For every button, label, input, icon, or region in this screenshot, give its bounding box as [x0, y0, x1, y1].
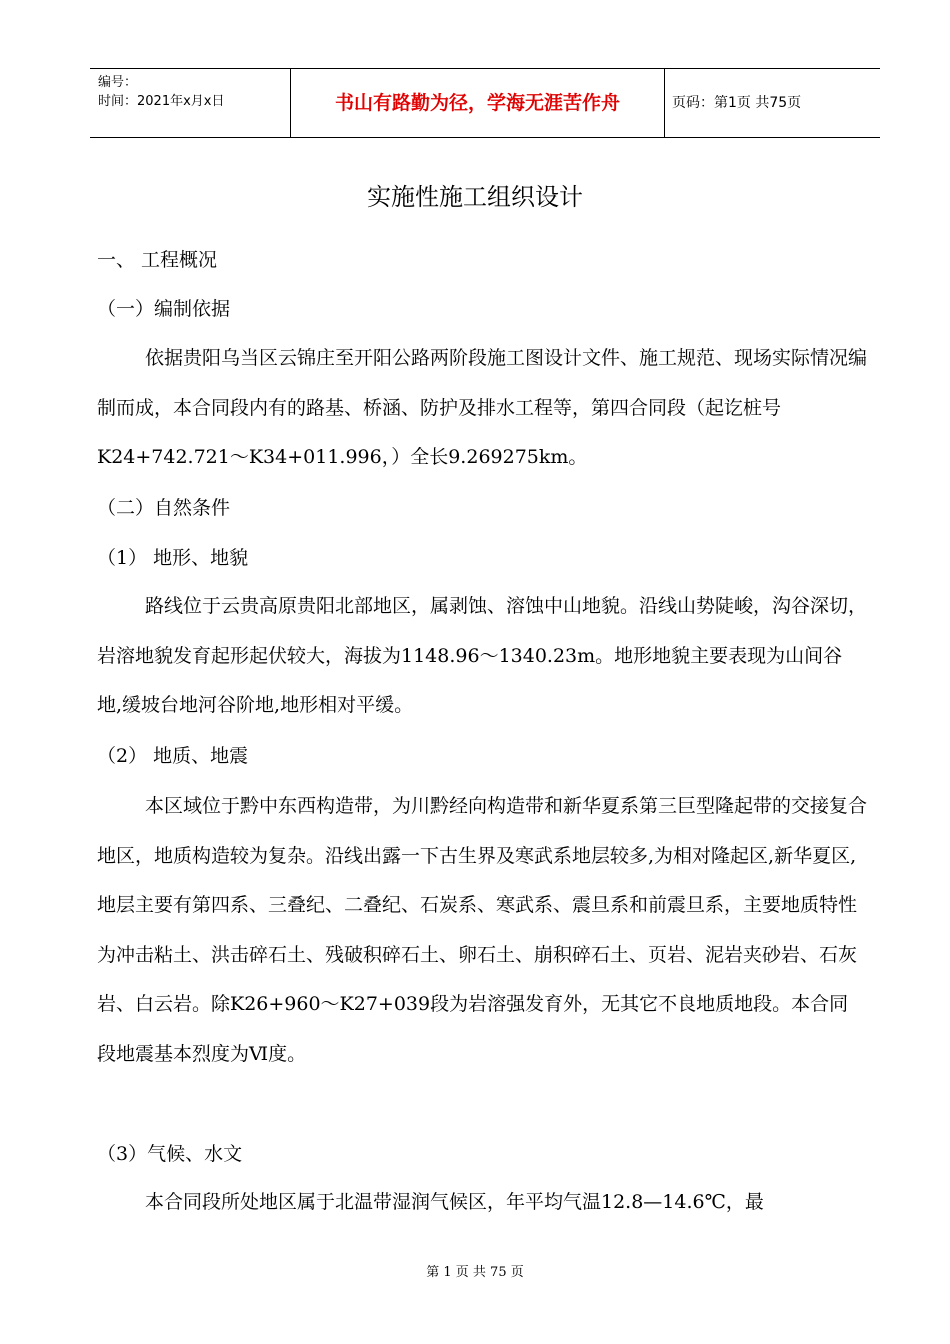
number-label: 编号：	[98, 75, 138, 90]
item-heading: （3）气候、水文	[97, 1143, 243, 1165]
subsection-heading: （一）编制依据	[97, 298, 231, 320]
time-label: 时间：2021年x月x日	[98, 94, 225, 109]
header-page-code: 页码：第1页 共75页	[672, 95, 802, 111]
page-footer: 第 1 页 共 75 页	[426, 1265, 524, 1280]
paragraph: 本区域位于黔中东西构造带，为川黔经向构造带和新华夏系第三巨型隆起带的交接复合地区，地质构造较为复杂。沿线出露一下古生界及寒武系地层较多,为相对隆起区,新华夏区,地层主要有第四系、三叠纪、二叠纪、石炭系、寒武系、震旦系和前震旦系，主要地质特性为冲击粘土、洪击碎石土、残破积碎石土、卵石土、崩积碎石土、页岩、泥岩夹砂岩、石灰岩、白云岩。除K26+960～K27+039段为岩溶强发育外，无其它不良地质地段。本合同段地震基本烈度为Ⅵ度。	[97, 795, 868, 1065]
subsection-heading: （二）自然条件	[97, 497, 231, 519]
paragraph: 本合同段所处地区属于北温带湿润气候区，年平均气温12.8—14.6℃，最	[145, 1191, 764, 1213]
document-title: 实施性施工组织设计	[367, 183, 583, 211]
header-motto: 书山有路勤为径，学海无涯苦作舟	[334, 92, 620, 114]
header-meta	[98, 73, 224, 111]
header-divider	[664, 69, 665, 137]
item-heading: （1） 地形、地貌	[97, 547, 249, 569]
paragraph: 依据贵阳乌当区云锦庄至开阳公路两阶段施工图设计文件、施工规范、现场实际情况编制而成，本合同段内有的路基、桥涵、防护及排水工程等，第四合同段（起讫桩号K24+742.721～K34+011.996，）全长9.269275km。	[97, 347, 868, 469]
document-header	[90, 68, 880, 138]
section-heading: 一、 工程概况	[97, 249, 218, 271]
item-heading: （2） 地质、地震	[97, 745, 249, 767]
paragraph: 路线位于云贵高原贵阳北部地区，属剥蚀、溶蚀中山地貌。沿线山势陡峻，沟谷深切，岩溶地貌发育起形起伏较大，海拔为1148.96～1340.23m。地形地貌主要表现为山间谷地,缓坡台地河谷阶地,地形相对平缓。	[97, 595, 868, 717]
